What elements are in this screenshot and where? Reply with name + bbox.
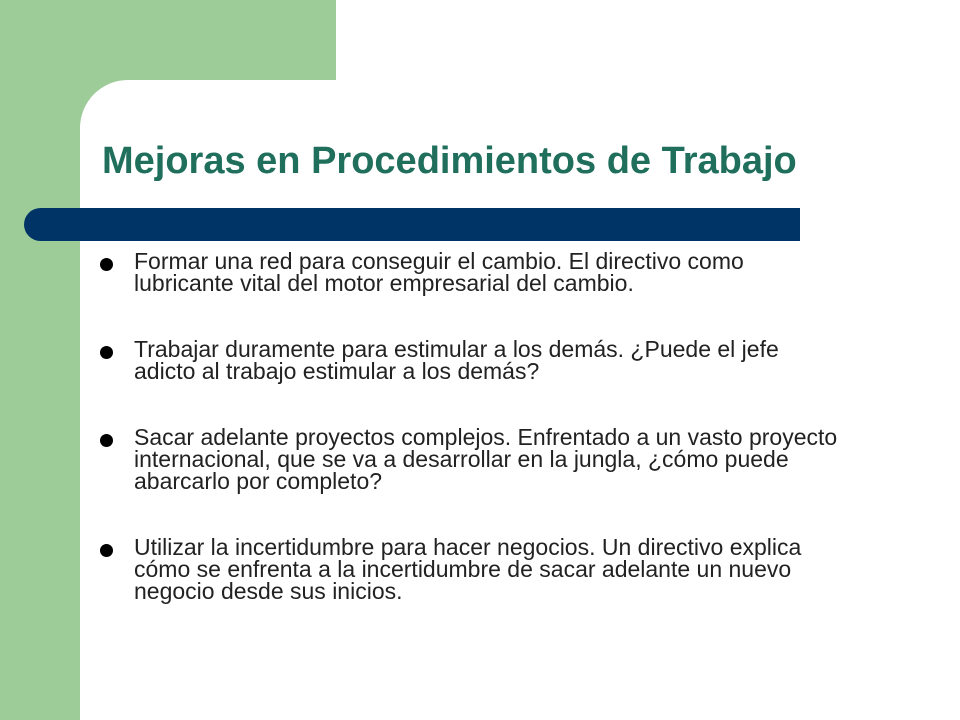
bullet-text: Formar una red para conseguir el cambio. El directivo como lubricante vital del motor empresarial del cambio. [134, 248, 744, 296]
bullet-text: Sacar adelante proyectos complejos. Enfrentado a un vasto proyecto internacional, que se va a desarrollar en la jungla, ¿cómo puede abarcarlo por completo? [134, 424, 838, 494]
bullet-item [100, 338, 840, 382]
bullet-text: Trabajar duramente para estimular a los demás. ¿Puede el jefe adicto al trabajo estimular a los demás? [134, 336, 779, 384]
title-underline-bar [24, 208, 800, 241]
slide-title: Mejoras en Procedimientos de Trabajo [102, 140, 797, 182]
bullet-item [100, 426, 840, 492]
bullet-list [100, 250, 840, 602]
bullet-item [100, 536, 840, 602]
bullet-text: Utilizar la incertidumbre para hacer negocios. Un directivo explica cómo se enfrenta a la incertidumbre de sacar adelante un nuevo negocio desde sus inicios. [134, 534, 802, 604]
bullet-item [100, 250, 840, 294]
bullet-dot-icon [100, 544, 113, 557]
bullet-dot-icon [100, 434, 113, 447]
bullet-dot-icon [100, 346, 113, 359]
bullet-dot-icon [100, 258, 113, 271]
